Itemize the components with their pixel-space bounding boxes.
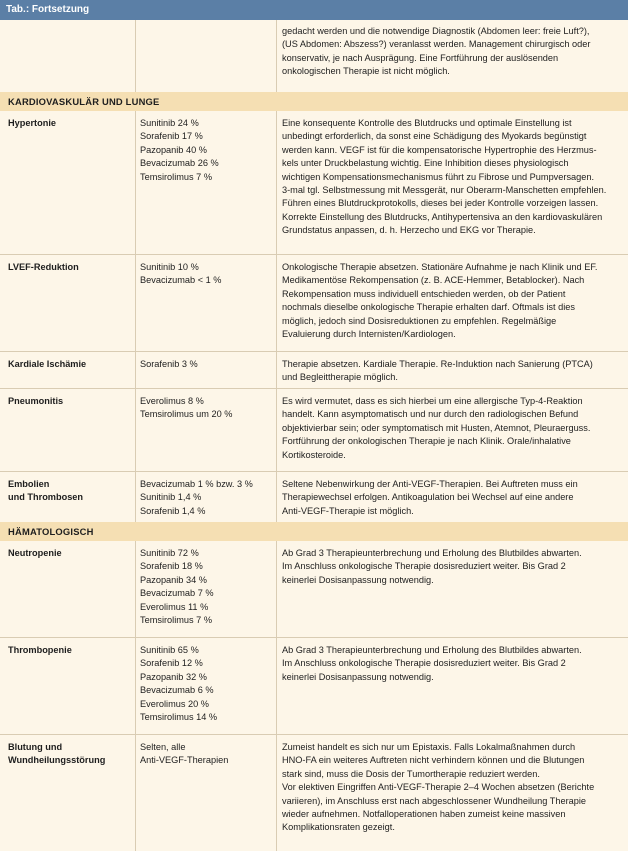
text-line: Komplikationsraten gezeigt.	[282, 822, 395, 833]
drugs-cell	[140, 358, 272, 371]
text-cell	[282, 547, 624, 587]
condition-cell	[8, 358, 130, 371]
text-line: Sunitinib 10 %	[140, 262, 199, 272]
text-line: Sunitinib 65 %	[140, 645, 199, 655]
text-cell	[282, 644, 624, 684]
text-line: Sorafenib 3 %	[140, 359, 198, 369]
text-line: Bevacizumab 26 %	[140, 158, 219, 169]
text-line: Vor elektiven Eingriffen Anti-VEGF-Therapie 2–4 Wochen absetzen (Berichte	[282, 782, 595, 793]
text-line: Rekompensation muss individuell entschieden werden, ob der Patient	[282, 288, 566, 299]
text-line: Anti-VEGF-Therapie ist möglich.	[282, 505, 414, 516]
text-line: Korrekte Einstellung des Blutdrucks, Antihypertensiva an den kardiovaskulären	[282, 211, 603, 222]
text-line: unbedingt erforderlich, da sonst eine Schädigung des Myokards begünstigt	[282, 131, 587, 142]
text-line: Führen eines Blutdruckprotokolls, dieses bei jeder Kontrolle vorzeigen lassen.	[282, 198, 599, 209]
text-line: Kardiale Ischämie	[8, 359, 87, 369]
text-line: Pazopanib 40 %	[140, 144, 207, 155]
text-line: objektivierbar sein; oder symptomatisch mit Husten, Atemnot, Pleuraerguss.	[282, 422, 591, 433]
text-line: Pazopanib 32 %	[140, 671, 207, 682]
condition-cell	[8, 261, 130, 274]
drugs-cell	[140, 741, 272, 768]
text-cell	[282, 741, 624, 835]
text-cell	[282, 478, 624, 518]
table-row-hypertonie	[0, 111, 628, 254]
text-line: Im Anschluss onkologische Therapie dosisreduziert weiter. Bis Grad 2	[282, 561, 566, 572]
text-line: Sorafenib 1,4 %	[140, 505, 206, 516]
text-line: Therapiewechsel erfolgen. Antikoagulation bei Wechsel auf eine andere	[282, 492, 574, 503]
text-line: keinerlei Dosisanpassung notwendig.	[282, 671, 434, 682]
section-header-hema: HÄMATOLOGISCH	[0, 522, 628, 541]
text-line: 3-mal tgl. Selbstmessung mit Messgerät, nur Oberarm-Manschetten empfehlen.	[282, 185, 607, 196]
drugs-cell	[140, 395, 272, 422]
text-line: LVEF-Reduktion	[8, 262, 79, 272]
text-line: Thrombopenie	[8, 645, 72, 655]
text-line: Sorafenib 18 %	[140, 561, 203, 572]
drugs-cell	[140, 478, 272, 518]
condition-cell	[8, 117, 130, 130]
text-line: Bevacizumab 7 %	[140, 588, 214, 599]
text-line: und Thrombosen	[8, 492, 84, 503]
table-row-thrombopenie	[0, 638, 628, 734]
condition-cell	[8, 395, 130, 408]
text-line: Ab Grad 3 Therapieunterbrechung und Erholung des Blutbildes abwarten.	[282, 645, 582, 655]
text-line: Seltene Nebenwirkung der Anti-VEGF-Therapien. Bei Auftreten muss ein	[282, 479, 578, 489]
text-line: Everolimus 11 %	[140, 601, 209, 612]
text-cell	[282, 25, 624, 79]
condition-cell	[8, 644, 130, 657]
text-line: Pazopanib 34 %	[140, 574, 207, 585]
text-line: wichtigen Kompensationsmechanismus führt zu Fibrose und Pumpversagen.	[282, 171, 595, 182]
drugs-cell	[140, 261, 272, 288]
text-line: nochmals dieselbe onkologische Therapie erhalten darf. Oftmals ist dies	[282, 302, 575, 313]
text-line: Embolien	[8, 479, 50, 489]
condition-cell	[8, 478, 130, 505]
text-line: Temsirolimus um 20 %	[140, 409, 233, 420]
text-line: Everolimus 20 %	[140, 698, 209, 709]
text-line: handelt. Kann asymptomatisch und nur durch den radiologischen Befund	[282, 409, 579, 420]
text-line: Sunitinib 1,4 %	[140, 492, 202, 503]
text-line: Wundheilungsstörung	[8, 755, 106, 766]
text-line: Therapie absetzen. Kardiale Therapie. Re-Induktion nach Sanierung (PTCA)	[282, 359, 593, 369]
text-line: Eine konsequente Kontrolle des Blutdrucks und optimale Einstellung ist	[282, 118, 572, 128]
text-line: Medikamentöse Rekompensation (z. B. ACE-Hemmer, Betablocker). Nach	[282, 275, 585, 286]
condition-cell	[8, 741, 130, 768]
text-line: Temsirolimus 7 %	[140, 615, 212, 626]
table-header: Tab.: Fortsetzung	[0, 0, 628, 20]
text-line: Kortikosteroide.	[282, 449, 346, 460]
text-line: Onkologische Therapie absetzen. Stationäre Aufnahme je nach Klinik und EF.	[282, 262, 598, 272]
text-line: Temsirolimus 7 %	[140, 171, 212, 182]
table-row-pneumonitis	[0, 389, 628, 471]
text-line: Selten, alle	[140, 742, 186, 752]
text-line: Everolimus 8 %	[140, 396, 204, 406]
text-line: gedacht werden und die notwendige Diagnostik (Abdomen leer: freie Luft?),	[282, 26, 590, 36]
text-line: Ab Grad 3 Therapieunterbrechung und Erholung des Blutbildes abwarten.	[282, 548, 582, 558]
text-line: Anti-VEGF-Therapien	[140, 755, 229, 766]
text-line: Bevacizumab 1 % bzw. 3 %	[140, 479, 253, 489]
text-line: variieren), im Anschluss erst nach abgeschlossener Wundheilung Therapie	[282, 795, 587, 806]
text-line: Temsirolimus 14 %	[140, 712, 218, 723]
text-cell	[282, 261, 624, 341]
text-line: Im Anschluss onkologische Therapie dosisreduziert weiter. Bis Grad 2	[282, 658, 566, 669]
continuation-row	[0, 20, 628, 92]
text-line: und Begleittherapie möglich.	[282, 372, 398, 383]
table-row-ischaemie	[0, 352, 628, 388]
table-row-embolien	[0, 472, 628, 522]
condition-cell	[8, 547, 130, 560]
text-line: wieder aufnehmen. Notfalloperationen haben zumeist keine massiven	[282, 809, 566, 820]
text-cell	[282, 358, 624, 385]
text-line: werden kann. VEGF ist für die kompensatorische Hypertrophie des Herzmus-	[282, 144, 597, 155]
text-line: Evaluierung durch Internisten/Kardiologen.	[282, 329, 456, 340]
text-line: stark sind, muss die Dosis der Tumortherapie reduziert werden.	[282, 768, 540, 779]
text-line: Sorafenib 12 %	[140, 658, 203, 669]
text-line: keinerlei Dosisanpassung notwendig.	[282, 574, 434, 585]
text-line: konservativ, je nach Ausprägung. Eine Fortführung der auslösenden	[282, 52, 559, 63]
text-line: onkologischen Therapie ist nicht möglich.	[282, 66, 450, 77]
text-line: Neutropenie	[8, 548, 62, 558]
drugs-cell	[140, 644, 272, 724]
table-row-neutropenie	[0, 541, 628, 637]
text-line: Fortführung der onkologischen Therapie je nach Klinik. Orale/inhalative	[282, 436, 571, 447]
table-row-blutung	[0, 735, 628, 851]
text-line: möglich, jedoch sind Dosisreduktionen zu empfehlen. Regelmäßige	[282, 315, 557, 326]
text-line: Bevacizumab < 1 %	[140, 275, 222, 286]
text-line: Pneumonitis	[8, 396, 64, 406]
text-line: Blutung und	[8, 742, 63, 752]
text-line: Es wird vermutet, dass es sich hierbei um eine allergische Typ-4-Reaktion	[282, 396, 583, 406]
table-row-lvef	[0, 255, 628, 351]
text-line: Sorafenib 17 %	[140, 131, 203, 142]
text-line: Sunitinib 72 %	[140, 548, 199, 558]
drugs-cell	[140, 547, 272, 627]
text-cell	[282, 117, 624, 238]
drugs-cell	[140, 117, 272, 184]
text-line: Hypertonie	[8, 118, 56, 128]
text-line: (US Abdomen: Abszess?) veranlasst werden. Management chirurgisch oder	[282, 39, 591, 50]
text-line: HNO-FA ein weiteres Auftreten nicht verhindern können und die Blutungen	[282, 755, 585, 766]
text-line: Bevacizumab 6 %	[140, 685, 214, 696]
text-line: kels unter Druckbelastung wichtig. Eine Inhibition dieses physiologisch	[282, 158, 569, 169]
section-header-cardio: KARDIOVASKULÄR UND LUNGE	[0, 92, 628, 111]
text-cell	[282, 395, 624, 462]
text-line: Grundstatus anpassen, d. h. Herzecho und EKG vor Therapie.	[282, 225, 536, 236]
text-line: Zumeist handelt es sich nur um Epistaxis. Falls Lokalmaßnahmen durch	[282, 742, 576, 752]
text-line: Sunitinib 24 %	[140, 118, 199, 128]
